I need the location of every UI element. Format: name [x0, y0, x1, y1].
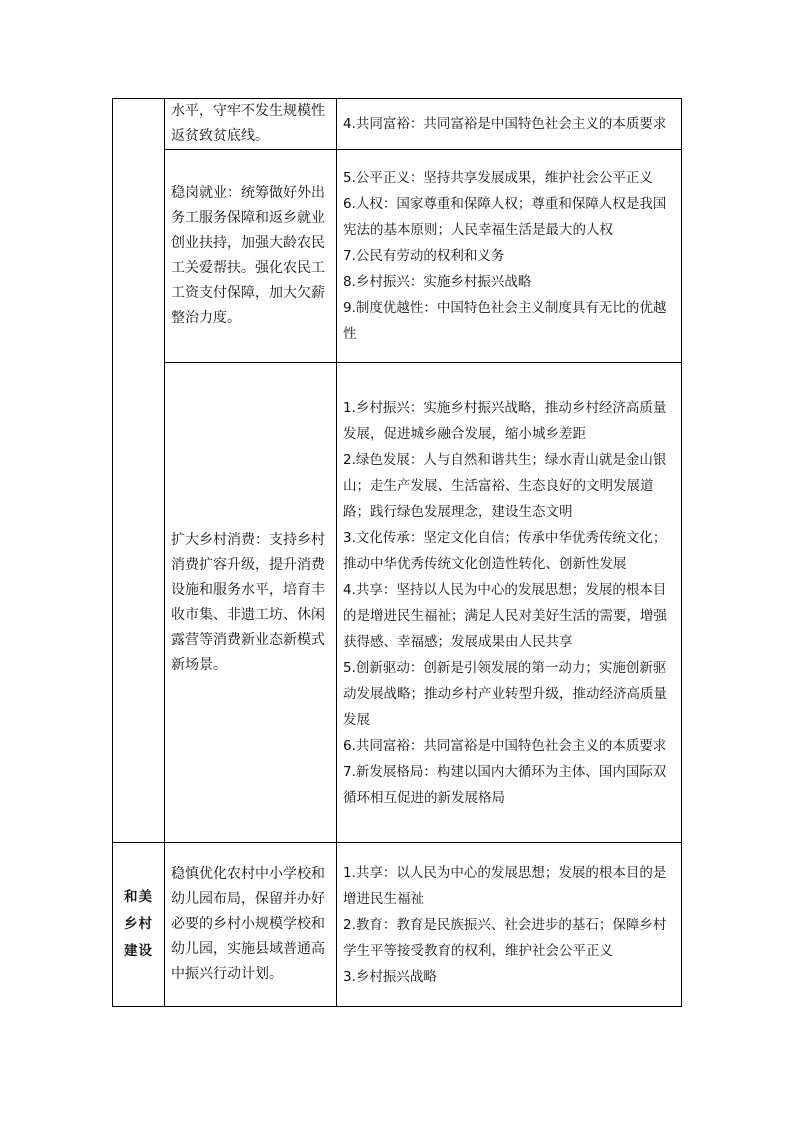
point-item: 8.乡村振兴：实施乡村振兴战略 [343, 274, 532, 290]
point-item: 7.公民有劳动的权利和义务 [343, 248, 505, 264]
table-row [113, 99, 682, 150]
table-row [113, 150, 682, 363]
category-cell [113, 843, 165, 1007]
category-cell-empty [113, 99, 165, 843]
points-cell [337, 363, 682, 843]
category-line: 和美 [124, 889, 153, 905]
point-item: 5.公平正义：坚持共享发展成果，维护社会公平正义 [343, 170, 653, 186]
point-item: 2.绿色发展：人与自然和谐共生；绿水青山就是金山银山；走生产发展、生活富裕、生态良好的文明发展道路；践行绿色发展理念，建设生态文明 [343, 451, 667, 520]
points-cell [337, 843, 682, 1007]
point-item: 3.文化传承：坚定文化自信；传承中华优秀传统文化；推动中华优秀传统文化创造性转化、创新性发展 [343, 529, 667, 572]
table-row [113, 363, 682, 843]
category-line: 建设 [124, 943, 153, 959]
point-item: 4.共享：坚持以人民为中心的发展思想；发展的根本目的是增进民生福祉；满足人民对美好生活的需要，增强获得感、幸福感；发展成果由人民共享 [343, 581, 667, 650]
point-item: 6.人权：国家尊重和保障人权；尊重和保障人权是我国宪法的基本原则；人民幸福生活是最大的人权 [343, 196, 667, 238]
measure-cell: 稳慎优化农村中小学校和幼儿园布局，保留并办好必要的乡村小规模学校和幼儿园，实施县域普通高中振兴行动计划。 [165, 843, 337, 1007]
point-item: 1.乡村振兴：实施乡村振兴战略，推动乡村经济高质量发展，促进城乡融合发展，缩小城乡差距 [343, 399, 667, 442]
point-item: 7.新发展格局：构建以国内大循环为主体、国内国际双循环相互促进的新发展格局 [343, 763, 667, 806]
point-item: 5.创新驱动：创新是引领发展的第一动力；实施创新驱动发展战略；推动乡村产业转型升级，推动经济高质量发展 [343, 659, 667, 728]
point-item: 3.乡村振兴战略 [343, 968, 437, 985]
points-cell [337, 99, 682, 150]
measure-cell: 稳岗就业：统筹做好外出务工服务保障和返乡就业创业扶持，加强大龄农民工关爱帮扶。强化农民工工资支付保障，加大欠薪整治力度。 [165, 150, 337, 363]
measure-cell: 扩大乡村消费：支持乡村消费扩容升级，提升消费设施和服务水平，培育丰收市集、非遗工坊、休闲露营等消费新业态新模式新场景。 [165, 363, 337, 843]
table-row [113, 843, 682, 1007]
category-line: 乡村 [124, 916, 153, 932]
point-item: 1.共享：以人民为中心的发展思想；发展的根本目的是增进民生福祉 [343, 864, 667, 907]
point-item: 9.制度优越性：中国特色社会主义制度具有无比的优越性 [343, 300, 667, 342]
points-cell [337, 150, 682, 363]
measure-cell: 水平，守牢不发生规模性返贫致贫底线。 [165, 99, 337, 150]
point-item: 2.教育：教育是民族振兴、社会进步的基石；保障乡村学生平等接受教育的权利，维护社会公平正义 [343, 916, 667, 959]
point-item: 4.共同富裕：共同富裕是中国特色社会主义的本质要求 [343, 116, 667, 132]
content-table [112, 98, 682, 1007]
point-item: 6.共同富裕：共同富裕是中国特色社会主义的本质要求 [343, 737, 667, 754]
